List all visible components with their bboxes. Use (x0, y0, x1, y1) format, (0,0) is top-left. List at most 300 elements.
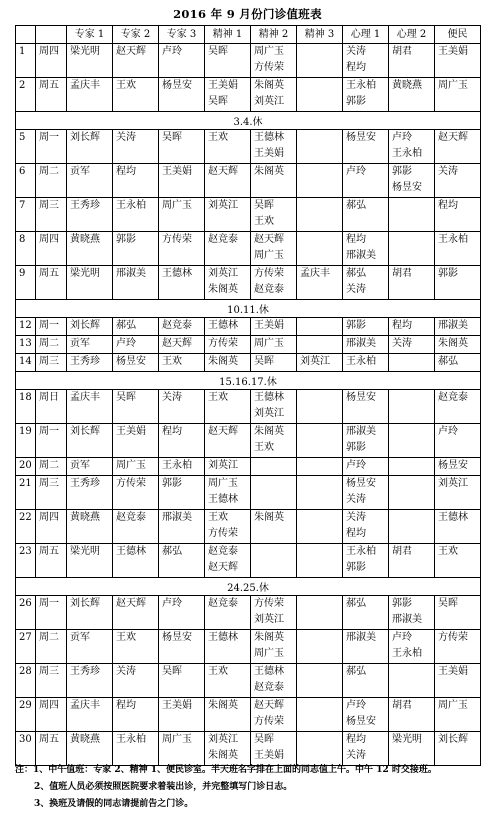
day-cell: 19 (16, 424, 36, 458)
staff-name: 贡军 (70, 632, 90, 643)
staff-name: 吴晖 (162, 666, 182, 677)
staff-name: 王美娟 (162, 700, 192, 711)
staff-name: 杨昱安 (346, 716, 376, 727)
duty-cell (205, 78, 251, 112)
staff-name: 杨昱安 (162, 632, 192, 643)
rest-row (16, 300, 481, 318)
duty-cell (205, 266, 251, 300)
duty-cell (343, 44, 389, 78)
duty-cell (67, 390, 113, 424)
duty-cell (297, 44, 343, 78)
staff-name: 王欢 (162, 356, 182, 367)
staff-name: 刘英江 (208, 734, 238, 745)
staff-name: 郭影 (346, 562, 366, 573)
staff-name: 孟庆丰 (70, 80, 100, 91)
staff-name: 王德林 (254, 392, 284, 403)
staff-name: 郭影 (346, 320, 366, 331)
duty-cell (435, 732, 481, 766)
staff-name: 王永柏 (392, 648, 422, 659)
duty-cell (251, 732, 297, 766)
duty-cell (205, 476, 251, 510)
staff-name: 郭影 (438, 268, 458, 279)
duty-cell (251, 476, 297, 510)
staff-name: 王德林 (438, 512, 468, 523)
duty-cell (159, 544, 205, 578)
staff-name: 邢淑美 (346, 250, 376, 261)
staff-name: 周广玉 (438, 700, 468, 711)
duty-cell (159, 390, 205, 424)
staff-name: 黄晓燕 (70, 234, 100, 245)
day-cell: 1 (16, 44, 36, 78)
duty-cell (343, 232, 389, 266)
duty-cell (159, 164, 205, 198)
duty-cell (435, 78, 481, 112)
column-header: 精神 1 (205, 26, 251, 44)
staff-name: 方传荣 (254, 268, 284, 279)
day-cell: 14 (16, 354, 36, 372)
duty-cell (159, 266, 205, 300)
staff-name: 王欢 (116, 80, 136, 91)
staff-name: 杨昱安 (346, 132, 376, 143)
staff-name: 黄晓燕 (392, 80, 422, 91)
duty-cell (113, 424, 159, 458)
staff-name: 邢淑美 (346, 426, 376, 437)
day-cell: 20 (16, 458, 36, 476)
rest-row (16, 112, 481, 130)
staff-name: 郭影 (116, 234, 136, 245)
duty-cell (297, 78, 343, 112)
duty-cell (113, 336, 159, 354)
duty-cell (435, 630, 481, 664)
staff-name: 程均 (346, 234, 366, 245)
duty-cell (67, 336, 113, 354)
table-row (16, 510, 481, 544)
duty-cell (389, 424, 435, 458)
duty-cell (251, 544, 297, 578)
staff-name: 赵天辉 (208, 562, 238, 573)
column-header: 专家 3 (159, 26, 205, 44)
staff-name: 王永柏 (346, 356, 376, 367)
staff-name: 赵竞泰 (208, 598, 238, 609)
staff-name: 梁光明 (70, 46, 100, 57)
staff-name: 王欢 (254, 442, 274, 453)
table-row (16, 732, 481, 766)
rest-label: 3.4.休 (16, 112, 481, 130)
staff-name: 朱阁英 (208, 750, 238, 761)
duty-cell (113, 544, 159, 578)
staff-name: 贡军 (70, 338, 90, 349)
staff-name: 王美娟 (254, 750, 284, 761)
staff-name: 关涛 (392, 338, 412, 349)
staff-name: 关涛 (116, 132, 136, 143)
staff-name: 王秀珍 (70, 478, 100, 489)
duty-cell (435, 44, 481, 78)
staff-name: 郭影 (346, 442, 366, 453)
duty-cell (113, 458, 159, 476)
staff-name: 朱阁英 (208, 700, 238, 711)
duty-cell (159, 44, 205, 78)
duty-cell (205, 354, 251, 372)
table-row (16, 390, 481, 424)
duty-cell (251, 510, 297, 544)
duty-cell (297, 198, 343, 232)
staff-name: 王美娟 (162, 166, 192, 177)
staff-name: 郝弘 (438, 356, 458, 367)
day-cell: 13 (16, 336, 36, 354)
staff-name: 刘长辉 (70, 132, 100, 143)
staff-name: 杨昱安 (346, 478, 376, 489)
duty-cell (251, 596, 297, 630)
staff-name: 郭影 (346, 96, 366, 107)
duty-cell (113, 318, 159, 336)
duty-cell (297, 510, 343, 544)
duty-cell (113, 78, 159, 112)
weekday-cell: 周二 (36, 164, 67, 198)
staff-name: 刘长辉 (70, 598, 100, 609)
duty-cell (113, 44, 159, 78)
staff-name: 赵竞泰 (254, 284, 284, 295)
table-row (16, 318, 481, 336)
duty-cell (343, 198, 389, 232)
duty-cell (205, 130, 251, 164)
staff-name: 朱阁英 (254, 80, 284, 91)
duty-cell (251, 354, 297, 372)
staff-name: 王欢 (208, 132, 228, 143)
staff-name: 卢玲 (162, 598, 182, 609)
staff-name: 郝弘 (346, 666, 366, 677)
staff-name: 王永柏 (116, 734, 146, 745)
staff-name: 王美娟 (254, 320, 284, 331)
duty-cell (113, 732, 159, 766)
duty-cell (205, 630, 251, 664)
staff-name: 刘长辉 (70, 320, 100, 331)
duty-cell (159, 510, 205, 544)
staff-name: 王欢 (116, 632, 136, 643)
staff-name: 孟庆丰 (70, 700, 100, 711)
staff-name: 黄晓燕 (70, 734, 100, 745)
duty-cell (343, 596, 389, 630)
staff-name: 卢玲 (392, 132, 412, 143)
duty-cell (67, 164, 113, 198)
staff-name: 程均 (392, 320, 412, 331)
duty-cell (297, 458, 343, 476)
staff-name: 赵竞泰 (208, 234, 238, 245)
staff-name: 王秀珍 (70, 356, 100, 367)
staff-name: 方传荣 (208, 338, 238, 349)
duty-cell (389, 544, 435, 578)
duty-cell (435, 354, 481, 372)
staff-name: 程均 (162, 426, 182, 437)
weekday-cell: 周四 (36, 698, 67, 732)
staff-name: 赵竞泰 (254, 682, 284, 693)
staff-name: 赵天辉 (162, 338, 192, 349)
duty-cell (297, 354, 343, 372)
staff-name: 王欢 (208, 512, 228, 523)
staff-name: 郭影 (162, 478, 182, 489)
duty-cell (205, 198, 251, 232)
duty-cell (389, 198, 435, 232)
duty-cell (67, 318, 113, 336)
duty-cell (297, 164, 343, 198)
duty-cell (251, 130, 297, 164)
staff-name: 胡君 (392, 546, 412, 557)
staff-name: 赵天辉 (116, 46, 146, 57)
staff-name: 关涛 (346, 284, 366, 295)
duty-cell (297, 596, 343, 630)
duty-cell (389, 510, 435, 544)
staff-name: 王美娟 (438, 46, 468, 57)
table-row (16, 164, 481, 198)
staff-name: 吴晖 (208, 46, 228, 57)
staff-name: 赵竞泰 (438, 392, 468, 403)
duty-cell (343, 510, 389, 544)
duty-cell (205, 596, 251, 630)
staff-name: 杨昱安 (392, 182, 422, 193)
weekday-cell: 周三 (36, 198, 67, 232)
staff-name: 王美娟 (438, 666, 468, 677)
duty-cell (113, 164, 159, 198)
staff-name: 周广玉 (162, 734, 192, 745)
duty-cell (159, 732, 205, 766)
staff-name: 刘英江 (438, 478, 468, 489)
staff-name: 周广玉 (254, 338, 284, 349)
staff-name: 赵竞泰 (162, 320, 192, 331)
duty-cell (205, 336, 251, 354)
staff-name: 杨昱安 (346, 392, 376, 403)
duty-cell (297, 476, 343, 510)
staff-name: 朱阁英 (254, 632, 284, 643)
weekday-cell: 周一 (36, 596, 67, 630)
staff-name: 卢玲 (392, 632, 412, 643)
duty-cell (67, 510, 113, 544)
staff-name: 朱阁英 (254, 512, 284, 523)
duty-cell (435, 510, 481, 544)
staff-name: 周广玉 (254, 46, 284, 57)
day-cell: 6 (16, 164, 36, 198)
staff-name: 邢淑美 (438, 320, 468, 331)
duty-cell (159, 476, 205, 510)
staff-name: 赵天辉 (254, 234, 284, 245)
duty-cell (251, 232, 297, 266)
weekday-cell: 周二 (36, 336, 67, 354)
duty-cell (67, 544, 113, 578)
day-cell: 12 (16, 318, 36, 336)
staff-name: 吴晖 (254, 356, 274, 367)
duty-cell (159, 78, 205, 112)
rest-row (16, 372, 481, 390)
weekday-cell: 周四 (36, 510, 67, 544)
schedule-table (15, 25, 481, 766)
duty-cell (343, 354, 389, 372)
duty-cell (113, 354, 159, 372)
day-cell: 9 (16, 266, 36, 300)
duty-cell (297, 630, 343, 664)
staff-name: 胡君 (392, 46, 412, 57)
duty-cell (67, 354, 113, 372)
duty-cell (67, 232, 113, 266)
day-cell: 5 (16, 130, 36, 164)
staff-name: 杨昱安 (162, 80, 192, 91)
column-header: 心理 2 (389, 26, 435, 44)
duty-cell (113, 390, 159, 424)
duty-cell (205, 458, 251, 476)
duty-cell (67, 458, 113, 476)
staff-name: 王德林 (254, 666, 284, 677)
day-cell: 26 (16, 596, 36, 630)
weekday-cell: 周二 (36, 458, 67, 476)
duty-cell (251, 424, 297, 458)
staff-name: 王欢 (438, 546, 458, 557)
staff-name: 王永柏 (162, 460, 192, 471)
rest-row (16, 578, 481, 596)
weekday-cell: 周一 (36, 318, 67, 336)
weekday-cell: 周一 (36, 130, 67, 164)
staff-name: 刘英江 (254, 96, 284, 107)
duty-cell (297, 698, 343, 732)
duty-cell (435, 424, 481, 458)
staff-name: 关涛 (162, 392, 182, 403)
duty-cell (389, 476, 435, 510)
day-cell: 2 (16, 78, 36, 112)
duty-cell (435, 458, 481, 476)
table-row (16, 266, 481, 300)
weekday-cell: 周四 (36, 44, 67, 78)
staff-name: 卢玲 (116, 338, 136, 349)
weekday-cell: 周五 (36, 544, 67, 578)
duty-cell (389, 630, 435, 664)
staff-name: 程均 (346, 528, 366, 539)
staff-name: 郝弘 (162, 546, 182, 557)
staff-name: 程均 (438, 200, 458, 211)
duty-cell (389, 390, 435, 424)
duty-cell (435, 232, 481, 266)
note-1: 注：1、中午值班：专家 2、精神 1、便民诊室。半天班名字排在上面的同志值上午。中午 12 时交接班。 (15, 765, 437, 775)
staff-name: 吴晖 (116, 392, 136, 403)
staff-name: 关涛 (116, 666, 136, 677)
duty-cell (389, 232, 435, 266)
duty-cell (251, 390, 297, 424)
duty-cell (343, 164, 389, 198)
duty-cell (113, 630, 159, 664)
staff-name: 程均 (346, 62, 366, 73)
duty-cell (343, 318, 389, 336)
staff-name: 杨昱安 (438, 460, 468, 471)
staff-name: 吴晖 (208, 96, 228, 107)
staff-name: 刘英江 (208, 268, 238, 279)
duty-cell (113, 510, 159, 544)
staff-name: 王永柏 (346, 546, 376, 557)
table-row (16, 130, 481, 164)
rest-label: 15.16.17.休 (16, 372, 481, 390)
staff-name: 方传荣 (116, 478, 146, 489)
duty-cell (251, 164, 297, 198)
note-3: 3、换班及请假的同志请提前告之门诊。 (34, 799, 194, 809)
table-row (16, 476, 481, 510)
column-header: 专家 2 (113, 26, 159, 44)
staff-name: 郭影 (392, 598, 412, 609)
table-row (16, 78, 481, 112)
duty-cell (343, 698, 389, 732)
duty-cell (297, 130, 343, 164)
duty-cell (251, 336, 297, 354)
staff-name: 王永柏 (438, 234, 468, 245)
staff-name: 吴晖 (254, 734, 274, 745)
staff-name: 王欢 (208, 666, 228, 677)
duty-cell (343, 458, 389, 476)
column-header: 精神 2 (251, 26, 297, 44)
duty-cell (389, 318, 435, 336)
day-cell: 21 (16, 476, 36, 510)
duty-cell (67, 78, 113, 112)
duty-cell (389, 266, 435, 300)
staff-name: 程均 (116, 166, 136, 177)
duty-cell (343, 630, 389, 664)
column-header (16, 26, 36, 44)
staff-name: 郝弘 (116, 320, 136, 331)
table-row (16, 664, 481, 698)
staff-name: 卢玲 (346, 700, 366, 711)
staff-name: 程均 (116, 700, 136, 711)
duty-cell (251, 198, 297, 232)
day-cell: 18 (16, 390, 36, 424)
duty-cell (297, 266, 343, 300)
duty-cell (389, 354, 435, 372)
staff-name: 关涛 (346, 512, 366, 523)
staff-name: 赵天辉 (438, 132, 468, 143)
duty-cell (159, 596, 205, 630)
duty-cell (297, 424, 343, 458)
staff-name: 邢淑美 (392, 614, 422, 625)
staff-name: 刘英江 (208, 200, 238, 211)
staff-name: 梁光明 (70, 268, 100, 279)
staff-name: 邢淑美 (162, 512, 192, 523)
staff-name: 郝弘 (346, 598, 366, 609)
staff-name: 卢玲 (346, 460, 366, 471)
staff-name: 赵竞泰 (208, 546, 238, 557)
staff-name: 王秀珍 (70, 666, 100, 677)
staff-name: 朱阁英 (254, 166, 284, 177)
staff-name: 关涛 (346, 750, 366, 761)
staff-name: 王德林 (162, 268, 192, 279)
staff-name: 关涛 (438, 166, 458, 177)
duty-cell (113, 130, 159, 164)
duty-cell (159, 318, 205, 336)
staff-name: 赵天辉 (116, 598, 146, 609)
staff-name: 王秀珍 (70, 200, 100, 211)
duty-cell (251, 664, 297, 698)
staff-name: 邢淑美 (346, 632, 376, 643)
staff-name: 程均 (346, 734, 366, 745)
duty-cell (205, 664, 251, 698)
header-row (16, 26, 481, 44)
staff-name: 朱阁英 (438, 338, 468, 349)
duty-cell (205, 424, 251, 458)
staff-name: 赵天辉 (254, 700, 284, 711)
rest-label: 10.11.休 (16, 300, 481, 318)
staff-name: 周广玉 (208, 478, 238, 489)
weekday-cell: 周二 (36, 630, 67, 664)
duty-cell (205, 544, 251, 578)
staff-name: 郝弘 (346, 200, 366, 211)
duty-cell (205, 698, 251, 732)
staff-name: 王美娟 (254, 148, 284, 159)
duty-cell (435, 164, 481, 198)
weekday-cell: 周三 (36, 664, 67, 698)
duty-cell (389, 44, 435, 78)
duty-cell (435, 544, 481, 578)
duty-cell (435, 698, 481, 732)
staff-name: 周广玉 (116, 460, 146, 471)
